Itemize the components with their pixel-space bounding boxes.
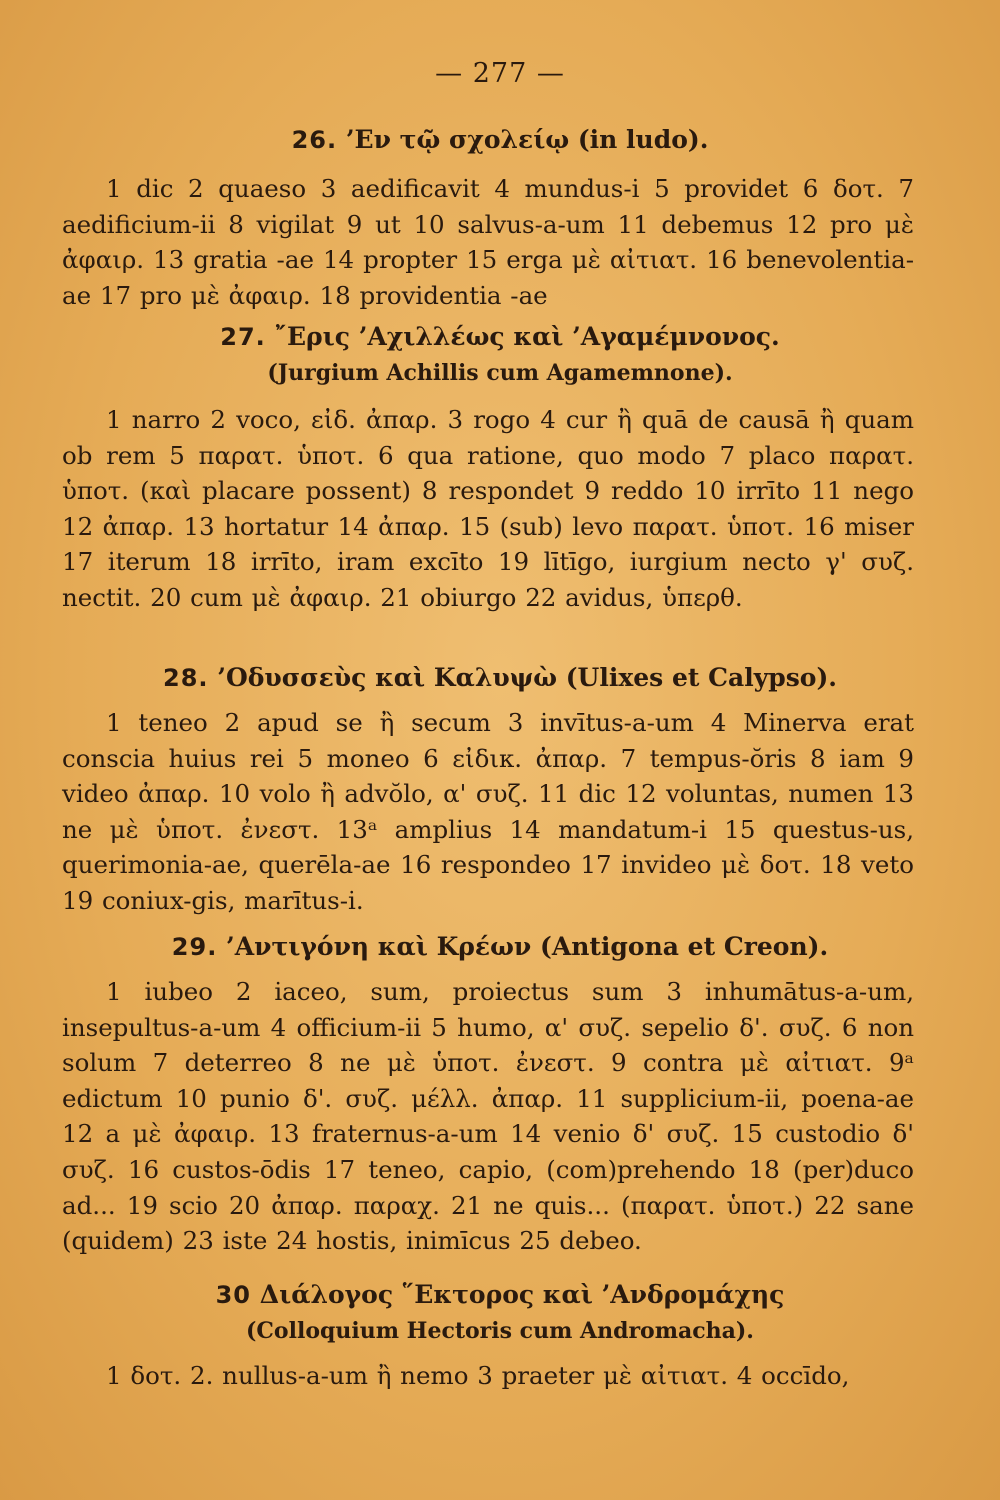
section-number: 29. — [171, 933, 218, 961]
section-number: 30 — [215, 1281, 252, 1309]
page-number: — 277 — — [435, 58, 565, 89]
section-28-heading — [0, 663, 1000, 692]
section-29-heading — [0, 932, 1000, 961]
section-27-heading — [0, 322, 1000, 351]
section-30-subtitle: (Colloquium Hectoris cum Andromacha). — [246, 1318, 754, 1344]
section-number: 27. — [220, 323, 266, 351]
section-30-heading — [0, 1280, 1000, 1309]
section-number: 26. — [291, 126, 338, 154]
section-27-body: 1 narro 2 voco, εἰδ. ἀπαρ. 3 rogo 4 cur ἢ quā de causā ἢ quam ob rem 5 παρατ. ὑποτ. 6 qua ratione, quo modo 7 placo παρατ. ὑποτ. (καὶ placare possent) 8 respondet 9 reddo 10 irrīto 11 nego 12 ἀπαρ. 13 hortatur 14 ἀπαρ. 15 (sub) levo παρατ. ὑποτ. 16 miser 17 iterum 18 irrīto, iram excīto 19 lītīgo, iurgium necto γ' συζ. nectit. 20 cum μὲ ἀφαιρ. 21 obiurgo 22 avidus, ὑπερθ. — [62, 405, 914, 612]
section-27-subtitle: (Jurgium Achillis cum Agamemnone). — [267, 360, 733, 386]
section-30-body: 1 δοτ. 2. nullus-a-um ἢ nemo 3 praeter μὲ αἰτιατ. 4 occīdo, — [106, 1361, 850, 1390]
section-number: 28. — [163, 664, 209, 692]
section-title: ’Αντιγόνη καὶ Κρέων (Antigona et Creon). — [226, 932, 829, 961]
section-title: ῎Ερις ’Αχιλλέως καὶ ’Αγαμέμνονος. — [274, 322, 780, 351]
section-29-body: 1 iubeo 2 iaceo, sum, proiectus sum 3 inhumātus-a-um, insepultus-a-um 4 officium-ii 5 humo, α' συζ. sepelio δ'. συζ. 6 non solum 7 deterreo 8 ne μὲ ὑποτ. ἐνεστ. 9 contra μὲ αἰτιατ. 9ᵃ edictum 10 punio δ'. συζ. μέλλ. ἀπαρ. 11 supplicium-ii, poena-ae 12 a μὲ ἀφαιρ. 13 fraternus-a-um 14 venio δ' συζ. 15 custodio δ' συζ. 16 custos-ōdis 17 teneo, capio, (com)prehendo 18 (per)duco ad... 19 scio 20 ἀπαρ. παραχ. 21 ne quis... (παρατ. ὑποτ.) 22 sane (quidem) 23 iste 24 hostis, inimīcus 25 debeo. — [62, 977, 914, 1256]
section-26-body: 1 dic 2 quaeso 3 aedificavit 4 mundus-i 5 providet 6 δοτ. 7 aedificium-ii 8 vigilat 9 ut 10 salvus-a-um 11 debemus 12 pro μὲ ἀφαιρ. 13 gratia -ae 14 propter 15 erga μὲ αἰτιατ. 16 benevolentia-ae 17 pro μὲ ἀφαιρ. 18 providentia -ae — [62, 174, 914, 310]
section-title: Διάλογος ῞Εκτορος καὶ ’Ανδρομάχης — [259, 1280, 785, 1309]
section-28-body: 1 teneo 2 apud se ἢ secum 3 invītus-a-um 4 Minerva erat conscia huius rei 5 moneo 6 εἰδικ. ἀπαρ. 7 tempus-ŏris 8 iam 9 video ἀπαρ. 10 volo ἢ advŏlo, α' συζ. 11 dic 12 voluntas, numen 13 ne μὲ ὑποτ. ἐνεστ. 13ᵃ amplius 14 mandatum-i 15 questus-us, querimonia-ae, querēla-ae 16 respondeo 17 invideo μὲ δοτ. 18 veto 19 coniux-gis, marītus-i. — [62, 708, 914, 915]
section-26-heading — [0, 125, 1000, 154]
section-title: ’Εν τῷ σχολείῳ (in ludo). — [345, 125, 709, 154]
section-title: ’Οδυσσεὺς καὶ Καλυψὼ (Ulixes et Calypso). — [217, 663, 837, 692]
